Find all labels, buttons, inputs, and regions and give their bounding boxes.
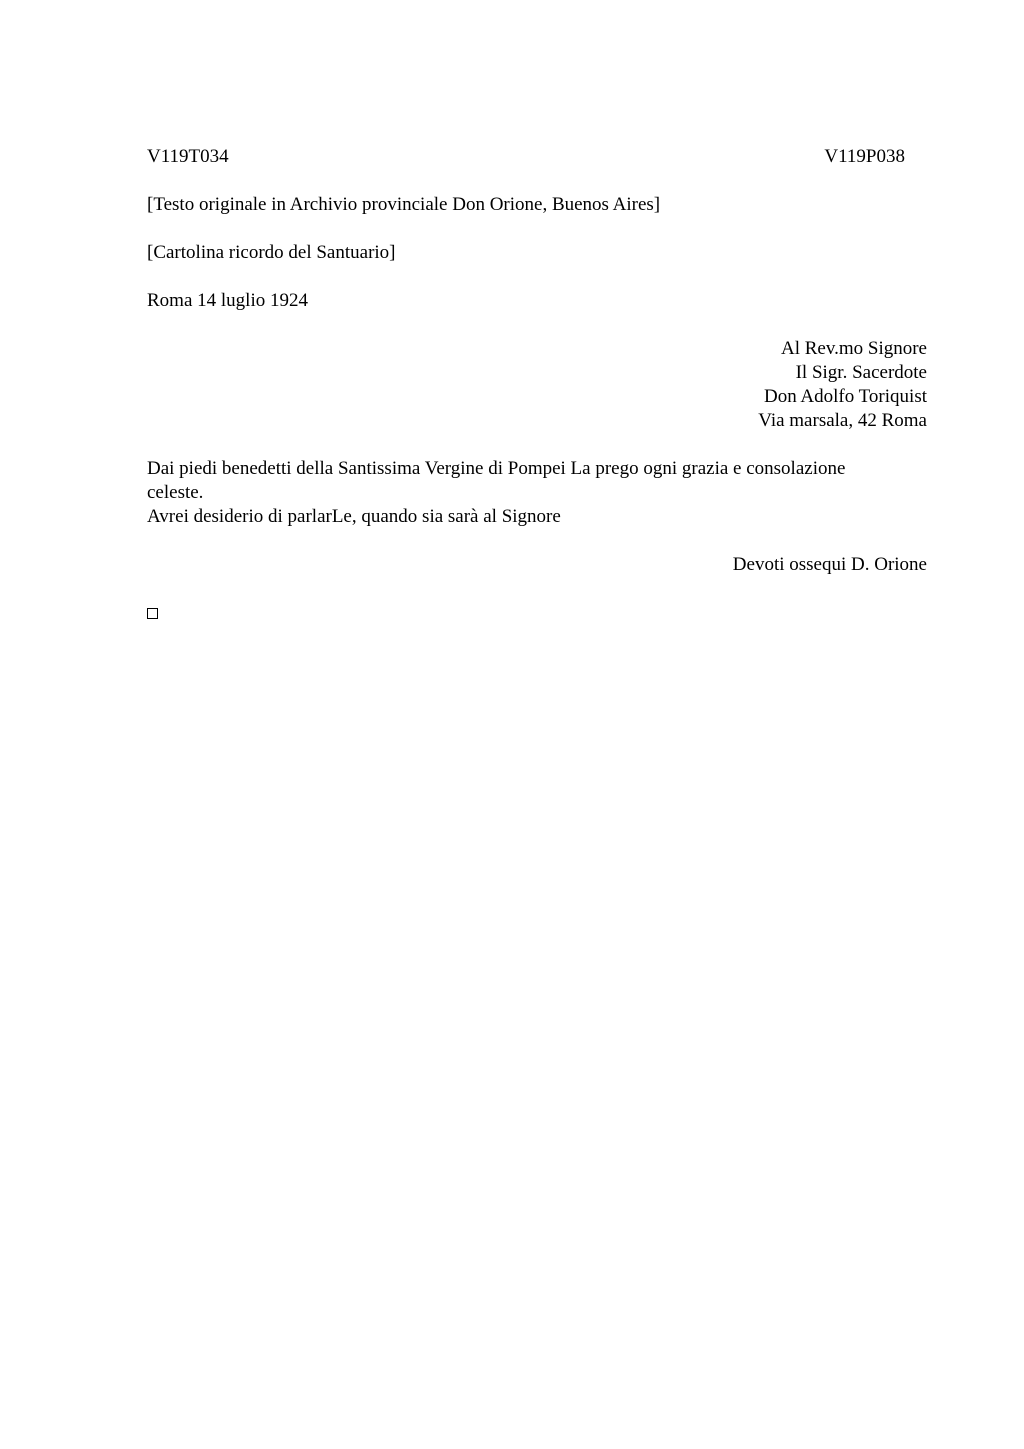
address-line: Via marsala, 42 Roma (758, 410, 927, 431)
letter-body (147, 457, 927, 529)
address-block (147, 337, 927, 433)
square-outline-icon (147, 608, 158, 619)
address-line: Al Rev.mo Signore (780, 338, 927, 359)
document-code-right: V119P038 (824, 146, 905, 167)
address-line: Il Sigr. Sacerdote (795, 362, 927, 383)
source-note: [Testo originale in Archivio provinciale Don Orione, Buenos Aires] (147, 194, 661, 215)
address-line: Don Adolfo Toriquist (764, 386, 927, 407)
document-header (147, 145, 927, 169)
type-note: [Cartolina ricordo del Santuario] (147, 242, 396, 263)
body-line: celeste. (147, 482, 204, 503)
body-line: Avrei desiderio di parlarLe, quando sia sarà al Signore (147, 506, 561, 527)
signature: Devoti ossequi D. Orione (732, 554, 927, 575)
date-line: Roma 14 luglio 1924 (147, 290, 308, 311)
body-line: Dai piedi benedetti della Santissima Vergine di Pompei La prego ogni grazia e consolazione (147, 458, 846, 479)
document-code-left: V119T034 (147, 146, 229, 167)
document-page (147, 145, 927, 619)
